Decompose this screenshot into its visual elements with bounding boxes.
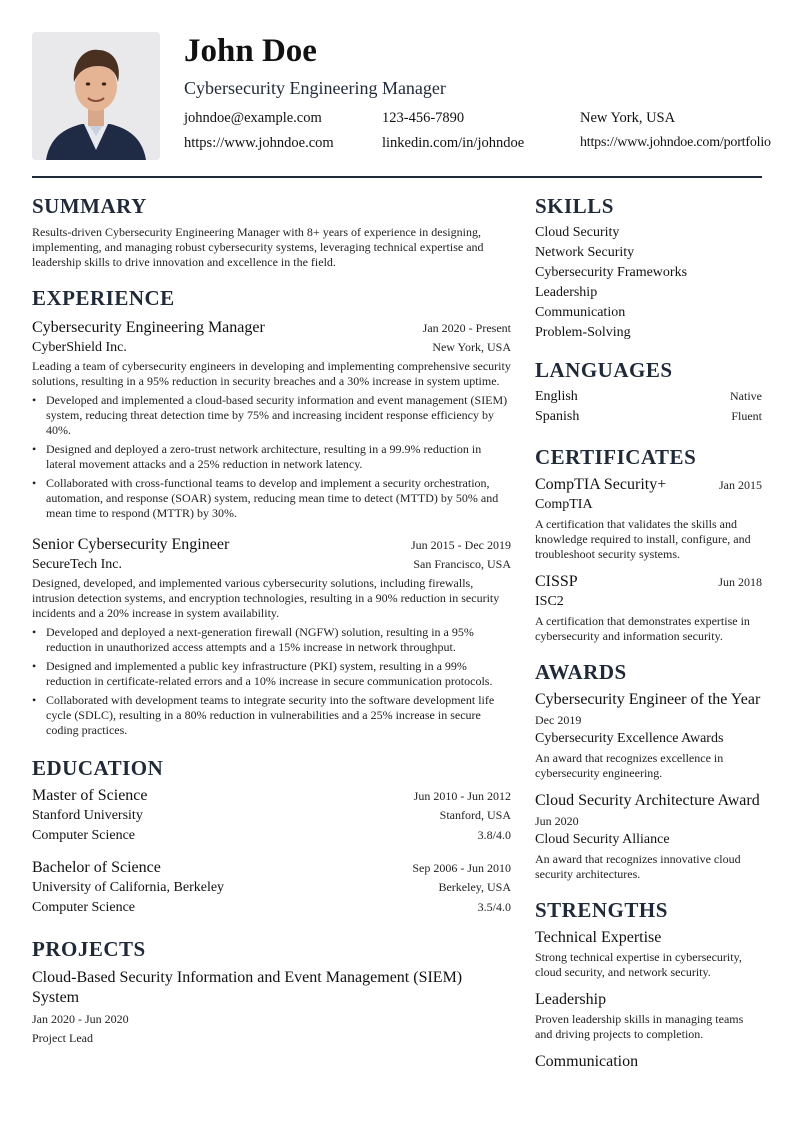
skill-item: Problem-Solving xyxy=(535,325,631,340)
award-entry xyxy=(535,791,762,882)
job-title: Cybersecurity Engineering Manager xyxy=(32,319,265,336)
certificate-name: CISSP xyxy=(535,573,578,590)
job-dates: Jun 2015 - Dec 2019 xyxy=(411,538,511,552)
languages-heading: LANGUAGES xyxy=(535,358,673,382)
certificate-description: A certification that validates the skills and knowledge required to install, configure, and troubleshoot security systems. xyxy=(535,517,751,561)
award-description: An award that recognizes excellence in cybersecurity engineering. xyxy=(535,751,724,780)
job-company: CyberShield Inc. xyxy=(32,340,127,355)
strength-entry xyxy=(535,1052,762,1072)
header-divider xyxy=(32,176,762,178)
job-bullet: • Designed and implemented a public key infrastructure (PKI) system, resulting in a 99% reduction in certificate-related errors and a 10% increase in secure communication protocols. xyxy=(32,659,511,689)
job-bullet: • Collaborated with cross-functional teams to develop and implement a security orchestration, automation, and response (SOAR) system, reducing mean time to detect (MTTD) by 50% and mean time to respond (MTTR) by 30%. xyxy=(32,476,511,521)
certificate-issuer: CompTIA xyxy=(535,497,593,512)
job-bullets xyxy=(32,393,511,521)
school-location: Stanford, USA xyxy=(439,808,511,822)
language-level: Native xyxy=(730,389,762,403)
email-link[interactable]: johndoe@example.com xyxy=(184,110,322,126)
education-dates: Jun 2010 - Jun 2012 xyxy=(413,789,511,803)
skill-item: Leadership xyxy=(535,285,598,300)
degree-name: Bachelor of Science xyxy=(32,859,161,876)
job-title: Senior Cybersecurity Engineer xyxy=(32,536,230,553)
education-dates: Sep 2006 - Jun 2010 xyxy=(412,861,511,875)
gpa: 3.8/4.0 xyxy=(477,828,511,842)
job-bullet: • Collaborated with development teams to integrate security into the software development life cycle (SDLC), resulting in a 80% reduction in vulnerabilities and a 25% increase in secure coding practices. xyxy=(32,693,511,738)
language-row xyxy=(535,407,762,427)
field-of-study: Computer Science xyxy=(32,900,136,915)
certificate-date: Jan 2015 xyxy=(719,478,762,492)
school-name: University of California, Berkeley xyxy=(32,880,225,895)
job-bullet: • Designed and deployed a zero-trust network architecture, resulting in a 99.9% reduction in lateral movement attacks and a 25% reduction in network latency. xyxy=(32,442,511,472)
job-location: San Francisco, USA xyxy=(413,557,511,571)
education-heading: EDUCATION xyxy=(32,756,164,780)
portrait-icon xyxy=(32,32,160,160)
phone-text: 123-456-7890 xyxy=(382,110,465,126)
candidate-title: Cybersecurity Engineering Manager xyxy=(184,78,446,98)
school-name: Stanford University xyxy=(32,808,143,823)
sidebar-column xyxy=(535,193,762,1072)
certificates-section xyxy=(535,444,762,644)
summary-heading: SUMMARY xyxy=(32,194,147,218)
job-entry xyxy=(32,535,511,738)
gpa: 3.5/4.0 xyxy=(477,900,511,914)
experience-section xyxy=(32,285,511,738)
job-bullet: • Developed and deployed a next-generation firewall (NGFW) solution, resulting in a 95% reduction in unauthorized access attempts and a 15% increase in network throughput. xyxy=(32,625,511,655)
award-description: An award that recognizes innovative cloud security architectures. xyxy=(535,852,741,881)
strengths-section xyxy=(535,897,762,1072)
certificate-name: CompTIA Security+ xyxy=(535,476,667,493)
job-description: Designed, developed, and implemented various cybersecurity solutions, including firewalls, intrusion detection systems, and encryption technologies, resulting in a 90% reduction in security incidents and a 20% increase in system availability. xyxy=(32,576,500,620)
project-dates: Jan 2020 - Jun 2020 xyxy=(32,1012,129,1026)
strength-name: Leadership xyxy=(535,991,607,1008)
experience-heading: EXPERIENCE xyxy=(32,286,175,310)
certificate-entry xyxy=(535,475,762,562)
language-level: Fluent xyxy=(731,409,762,423)
strength-name: Communication xyxy=(535,1053,639,1070)
job-entry xyxy=(32,318,511,521)
award-date: Dec 2019 xyxy=(535,713,582,727)
strength-entry xyxy=(535,928,762,980)
skill-item: Network Security xyxy=(535,245,635,260)
award-entry xyxy=(535,690,762,781)
website-link[interactable]: https://www.johndoe.com xyxy=(184,135,334,151)
resume-header xyxy=(32,32,771,160)
education-entry xyxy=(32,786,511,846)
certificate-date: Jun 2018 xyxy=(718,575,762,589)
certificate-issuer: ISC2 xyxy=(535,594,564,609)
certificates-heading: CERTIFICATES xyxy=(535,445,697,469)
education-section xyxy=(32,755,511,918)
strengths-heading: STRENGTHS xyxy=(535,898,668,922)
certificate-entry xyxy=(535,572,762,644)
main-column xyxy=(32,193,511,1046)
job-bullets xyxy=(32,625,511,738)
awards-heading: AWARDS xyxy=(535,660,627,684)
education-entry xyxy=(32,858,511,918)
strength-entry xyxy=(535,990,762,1042)
skill-item: Cloud Security xyxy=(535,225,620,240)
job-dates: Jan 2020 - Present xyxy=(422,321,511,335)
project-name: Cloud-Based Security Information and Event Management (SIEM) System xyxy=(32,969,463,1006)
awards-section xyxy=(535,659,762,882)
portfolio-link[interactable]: https://www.johndoe.com/portfolio xyxy=(580,135,771,150)
degree-name: Master of Science xyxy=(32,787,148,804)
language-row xyxy=(535,387,762,407)
field-of-study: Computer Science xyxy=(32,828,136,843)
skill-item: Cybersecurity Frameworks xyxy=(535,265,688,280)
strength-description: Strong technical expertise in cybersecurity, cloud security, and network security. xyxy=(535,950,742,979)
summary-section xyxy=(32,193,511,270)
projects-heading: PROJECTS xyxy=(32,937,146,961)
certificate-description: A certification that demonstrates expertise in cybersecurity and information security. xyxy=(535,614,750,643)
skill-item: Communication xyxy=(535,305,626,320)
language-name: English xyxy=(535,389,578,404)
summary-text: Results-driven Cybersecurity Engineering Manager with 8+ years of experience in designing, implementing, and managing robust cybersecurity systems, leveraging technical expertise and leadership skills to drive innovation and excellence in the field. xyxy=(32,225,484,269)
languages-section xyxy=(535,357,762,427)
job-description: Leading a team of cybersecurity engineers in developing and implementing comprehensive security solutions, resulting in a 95% reduction in security breaches and a 30% increase in system uptime. xyxy=(32,359,511,388)
linkedin-link[interactable]: linkedin.com/in/johndoe xyxy=(382,135,525,151)
strength-name: Technical Expertise xyxy=(535,929,662,946)
award-name: Cloud Security Architecture Award xyxy=(535,792,760,809)
skills-section xyxy=(535,193,762,343)
projects-section xyxy=(32,936,511,1046)
profile-photo xyxy=(32,32,160,160)
project-role: Project Lead xyxy=(32,1031,93,1045)
school-location: Berkeley, USA xyxy=(438,880,511,894)
skills-heading: SKILLS xyxy=(535,194,614,218)
job-company: SecureTech Inc. xyxy=(32,557,122,572)
candidate-name: John Doe xyxy=(184,33,317,69)
award-issuer: Cloud Security Alliance xyxy=(535,832,670,847)
job-bullet: • Developed and implemented a cloud-based security information and event management (SIEM) system, reducing threat detection time by 75% and increasing incident response efficiency by 40%. xyxy=(32,393,511,438)
job-location: New York, USA xyxy=(432,340,511,354)
award-issuer: Cybersecurity Excellence Awards xyxy=(535,731,724,746)
location-text: New York, USA xyxy=(580,110,676,126)
award-date: Jun 2020 xyxy=(535,814,579,828)
language-name: Spanish xyxy=(535,409,580,424)
award-name: Cybersecurity Engineer of the Year xyxy=(535,691,761,708)
strength-description: Proven leadership skills in managing teams and driving projects to completion. xyxy=(535,1012,744,1041)
project-entry xyxy=(32,968,511,1046)
